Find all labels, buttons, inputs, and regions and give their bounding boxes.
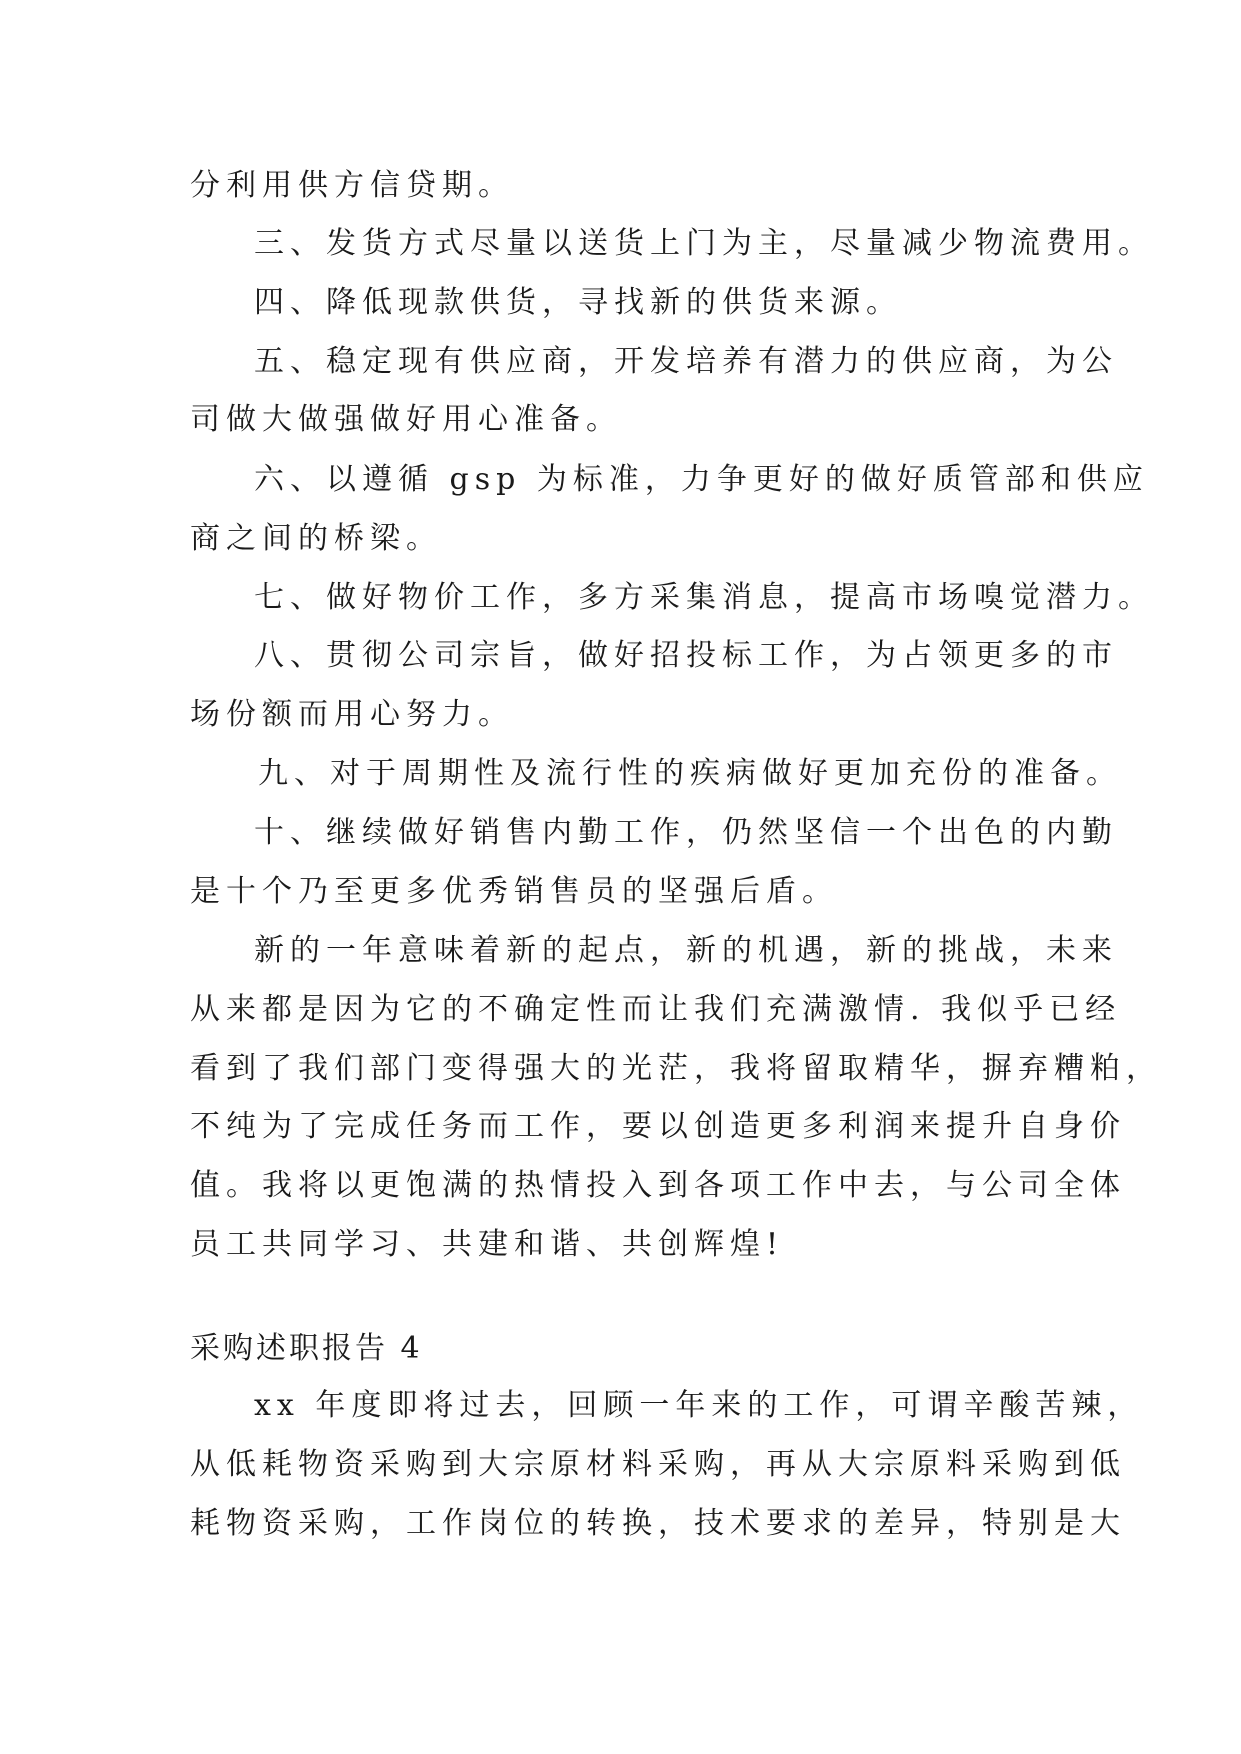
text-line: 六、以遵循 gsp 为标准，力争更好的做好质管部和供应	[254, 462, 1149, 497]
text-line: xx 年度即将过去，回顾一年来的工作，可谓辛酸苦辣，	[254, 1388, 1144, 1423]
section-heading: 采购述职报告 4	[190, 1331, 423, 1366]
text-line: 七、做好物价工作，多方采集消息，提高市场嗅觉潜力。	[254, 580, 1154, 615]
text-line: 三、发货方式尽量以送货上门为主，尽量减少物流费用。	[254, 226, 1154, 261]
text-line: 值。我将以更饱满的热情投入到各项工作中去，与公司全体	[190, 1168, 1126, 1203]
text-line: 不纯为了完成任务而工作，要以创造更多利润来提升自身价	[190, 1109, 1126, 1144]
text-line: 八、贯彻公司宗旨，做好招投标工作，为占领更多的市	[254, 638, 1118, 673]
text-line: 四、降低现款供货，寻找新的供货来源。	[254, 285, 902, 320]
text-line: 是十个乃至更多优秀销售员的坚强后盾。	[190, 874, 838, 909]
text-line: 五、稳定现有供应商，开发培养有潜力的供应商，为公	[254, 344, 1118, 379]
text-line: 分利用供方信贷期。	[190, 168, 514, 203]
text-line: 商之间的桥梁。	[190, 521, 442, 556]
text-line: 司做大做强做好用心准备。	[190, 402, 622, 437]
text-line: 十、继续做好销售内勤工作，仍然坚信一个出色的内勤	[254, 815, 1118, 850]
text-line: 员工共同学习、共建和谐、共创辉煌!	[190, 1227, 785, 1262]
text-line: 九、对于周期性及流行性的疾病做好更加充份的准备。	[258, 756, 1122, 791]
text-line: 从来都是因为它的不确定性而让我们充满激情. 我似乎已经	[190, 992, 1122, 1027]
text-line: 场份额而用心努力。	[190, 697, 514, 732]
text-line: 从低耗物资采购到大宗原材料采购，再从大宗原料采购到低	[190, 1447, 1126, 1482]
text-line: 耗物资采购，工作岗位的转换，技术要求的差异，特别是大	[190, 1506, 1126, 1541]
text-line: 新的一年意味着新的起点，新的机遇，新的挑战，未来	[254, 933, 1118, 968]
text-line: 看到了我们部门变得强大的光茫，我将留取精华，摒弃糟粕，	[190, 1051, 1162, 1086]
